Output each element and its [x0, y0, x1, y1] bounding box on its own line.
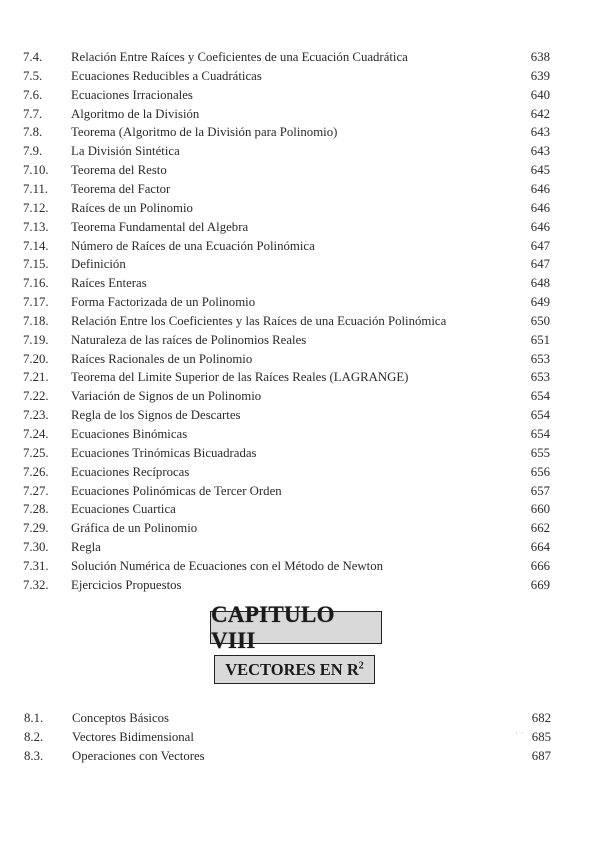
toc-entry-page: 640	[530, 87, 550, 102]
toc-entry	[24, 709, 551, 727]
toc-entry-number: 7.30.	[23, 540, 49, 555]
toc-entry-page: 654	[530, 427, 550, 441]
chapter-subheading-box	[214, 655, 375, 684]
toc-entry-title: Ecuaciones Cuartica	[71, 502, 176, 517]
toc-entry-page: 682	[531, 711, 551, 725]
toc-entry	[23, 293, 550, 311]
toc-entry-title: Algoritmo de la División	[71, 106, 200, 121]
toc-entry-page: 654	[530, 389, 550, 404]
toc-entry-title: Teorema Fundamental del Algebra	[71, 219, 249, 234]
toc-entry	[23, 482, 550, 500]
toc-entry-number: 8.2.	[24, 730, 44, 744]
toc-entry-number: 8.3.	[24, 749, 44, 763]
toc-entry-page: 656	[530, 464, 550, 479]
toc-entry	[23, 142, 550, 160]
toc-entry	[23, 463, 550, 481]
toc-entry-number: 7.5.	[23, 68, 43, 83]
chapter-heading: CAPITULO VIII	[211, 601, 335, 653]
toc-entry-page: 646	[530, 219, 550, 234]
toc-entry-page: 662	[530, 521, 550, 536]
toc-entry	[23, 538, 550, 556]
toc-entry-page: 646	[530, 200, 550, 215]
toc-entry	[23, 576, 550, 594]
toc-entry-title: Regla de los Signos de Descartes	[71, 408, 241, 423]
toc-entry-number: 7.23.	[23, 408, 49, 423]
toc-entry-title: Definición	[71, 257, 126, 272]
toc-entry-number: 7.28.	[23, 502, 49, 517]
toc-entry-title: Conceptos Básicos	[72, 711, 170, 725]
toc-entry-number: 7.24.	[23, 427, 49, 441]
toc-entry-title: Vectores Bidimensional	[72, 730, 194, 744]
toc-entry	[23, 48, 550, 66]
toc-entry-title: Raíces Enteras	[71, 276, 147, 291]
toc-entry	[23, 368, 550, 386]
toc-entry-page: 666	[530, 558, 550, 573]
toc-entry-page: 657	[530, 483, 550, 498]
toc-entry-number: 7.19.	[23, 332, 49, 347]
toc-entry-number: 7.20.	[23, 351, 49, 366]
toc-entry-number: 7.9.	[23, 144, 43, 159]
toc-entry-number: 7.16.	[23, 276, 49, 291]
toc-entry-title: La División Sintética	[71, 144, 180, 159]
toc-entry-page: 647	[530, 238, 550, 253]
toc-entry-title: Raíces de un Polinomio	[71, 200, 193, 215]
toc-entry-title: Ecuaciones Recíprocas	[71, 464, 190, 479]
toc-entry-title: Forma Factorizada de un Polinomio	[71, 295, 256, 310]
toc-entry	[23, 255, 550, 273]
toc-entry-title: Ecuaciones Polinómicas de Tercer Orden	[71, 483, 282, 498]
toc-entry-number: 7.6.	[23, 87, 43, 102]
toc-entry-title: Variación de Signos de un Polinomio	[71, 389, 262, 404]
toc-entry	[23, 387, 550, 405]
toc-entry	[23, 180, 550, 198]
toc-entry	[24, 728, 551, 746]
toc-entry-page: 643	[530, 125, 550, 140]
toc-entry-page: 664	[530, 540, 550, 555]
toc-entry-title: Relación Entre Raíces y Coeficientes de una Ecuación Cuadrática	[71, 50, 408, 64]
toc-entry	[23, 425, 550, 443]
toc-entry-title: Teorema (Algoritmo de la División para Polinomio)	[71, 125, 338, 140]
toc-entry-page: 685	[531, 730, 551, 744]
toc-entry-title: Gráfica de un Polinomio	[71, 521, 198, 536]
toc-entry-number: 7.22.	[23, 389, 49, 404]
toc-entry-number: 7.32.	[23, 577, 49, 592]
toc-entry	[23, 86, 550, 104]
toc-entry-number: 7.15.	[23, 257, 49, 272]
toc-entry-number: 7.29.	[23, 521, 49, 536]
chapter-heading-box	[210, 601, 382, 653]
toc-entry-title: Operaciones con Vectores	[72, 749, 205, 763]
toc-entry	[24, 747, 551, 765]
toc-entry	[23, 312, 550, 330]
toc-entry-page: 651	[530, 332, 550, 347]
toc-entry	[23, 199, 550, 217]
scan-speck: · ·	[515, 728, 524, 738]
toc-entry-page: 687	[531, 749, 551, 763]
toc-entry-number: 7.14.	[23, 238, 49, 253]
toc-entry-title: Ecuaciones Trinómicas Bicuadradas	[71, 445, 257, 460]
toc-entry-title: Ecuaciones Reducibles a Cuadráticas	[71, 68, 262, 83]
toc-entry-title: Ecuaciones Binómicas	[71, 427, 188, 441]
toc-entry-number: 7.4.	[23, 50, 43, 64]
toc-entry	[23, 105, 550, 123]
toc-entry-page: 646	[530, 181, 550, 196]
toc-entry	[23, 237, 550, 255]
toc-entry-page: 669	[530, 577, 550, 592]
toc-entry-number: 7.27.	[23, 483, 49, 498]
toc-entry-title: Número de Raíces de una Ecuación Polinómica	[71, 238, 315, 253]
toc-entry	[23, 519, 550, 537]
toc-entry-title: Teorema del Factor	[71, 181, 171, 196]
toc-entry-number: 8.1.	[24, 711, 44, 725]
toc-entry-page: 653	[530, 370, 550, 385]
toc-entry-number: 7.12.	[23, 200, 49, 215]
toc-entry-page: 653	[530, 351, 550, 366]
toc-entry	[23, 161, 550, 179]
toc-entry-title: Regla	[71, 540, 101, 555]
toc-entry-title: Relación Entre los Coeficientes y las Raíces de una Ecuación Polinómica	[71, 313, 447, 328]
toc-entry-number: 7.8.	[23, 125, 43, 140]
toc-entry-page: 639	[530, 68, 550, 83]
toc-entry-page: 648	[530, 276, 550, 291]
toc-entry	[23, 444, 550, 462]
toc-entry-number: 7.21.	[23, 370, 49, 385]
chapter-subheading	[225, 660, 364, 680]
toc-entry	[23, 500, 550, 518]
toc-entry-page: 638	[530, 50, 550, 64]
toc-entry	[23, 67, 550, 85]
toc-entry-page: 654	[530, 408, 550, 423]
toc-entry-number: 7.17.	[23, 295, 49, 310]
toc-entry-number: 7.31.	[23, 558, 49, 573]
toc-entry-title: Ecuaciones Irracionales	[71, 87, 193, 102]
toc-entry-title: Ejercicios Propuestos	[71, 577, 182, 592]
toc-entry-number: 7.18.	[23, 313, 49, 328]
toc-entry-number: 7.11.	[23, 181, 49, 196]
toc-entry-number: 7.26.	[23, 464, 49, 479]
toc-entry	[23, 331, 550, 349]
toc-entry-page: 650	[530, 313, 550, 328]
toc-entry-number: 7.10.	[23, 163, 49, 178]
toc-entry	[23, 123, 550, 141]
toc-entry-title: Solución Numérica de Ecuaciones con el Método de Newton	[71, 558, 384, 573]
toc-entry-title: Teorema del Resto	[71, 163, 167, 178]
toc-entry-number: 7.25.	[23, 445, 49, 460]
toc-entry-title: Naturaleza de las raíces de Polinomios Reales	[71, 332, 307, 347]
toc-entry	[23, 406, 550, 424]
toc-entry-page: 645	[530, 163, 550, 178]
toc-entry-page: 647	[530, 257, 550, 272]
chapter-subheading-superscript: 2	[358, 660, 364, 671]
toc-entry-page: 655	[530, 445, 550, 460]
toc-entry-title: Raíces Racionales de un Polinomio	[71, 351, 253, 366]
toc-entry	[23, 274, 550, 292]
toc-entry	[23, 218, 550, 236]
toc-entry	[23, 557, 550, 575]
toc-entry	[23, 350, 550, 368]
chapter-subheading-text: VECTORES EN R	[225, 659, 359, 679]
toc-entry-title: Teorema del Limite Superior de las Raíces Reales (LAGRANGE)	[71, 370, 409, 385]
toc-entry-page: 649	[530, 295, 550, 310]
toc-entry-page: 643	[530, 144, 550, 159]
toc-entry-page: 660	[530, 502, 550, 517]
toc-entry-page: 642	[530, 106, 550, 121]
toc-entry-number: 7.7.	[23, 106, 43, 121]
toc-entry-number: 7.13.	[23, 219, 49, 234]
